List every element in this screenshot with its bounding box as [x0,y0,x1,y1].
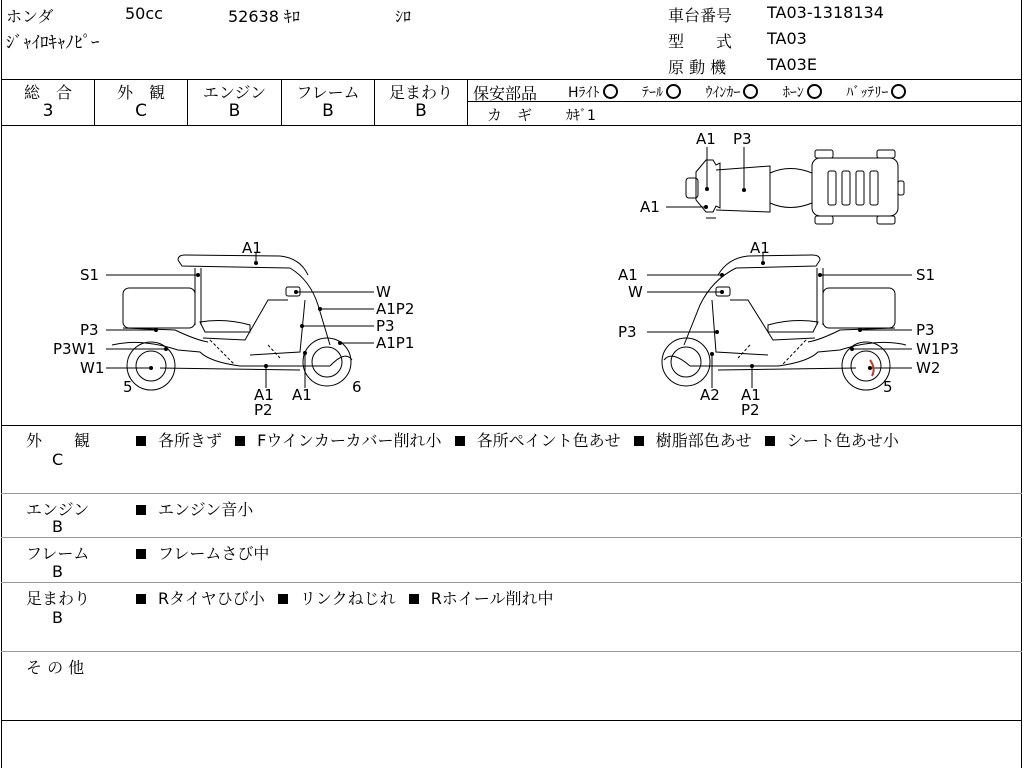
note-exterior-label: 外 観 [26,431,91,450]
safety-item-tail: ﾃｰﾙ [642,82,681,102]
note-engine-items: エンジン音小 [136,497,261,520]
bullet-square-icon [278,594,288,604]
note-engine-label: エンジン [26,500,90,519]
ok-circle-icon [666,84,681,99]
note-suspension-items: Rタイヤひび小 リンクねじれ Rホイール削れ中 [136,586,562,609]
key-value: ｶｷﾞ1 [566,108,596,124]
diagram-lines [106,147,912,390]
safety-items [568,82,914,102]
label-top-p3: P3 [733,130,752,148]
displacement: 50cc [125,4,163,23]
bullet-square-icon [136,505,146,515]
label-left-p2: P2 [254,401,273,419]
bullet-square-icon [455,436,465,446]
bullet-square-icon [136,549,146,559]
label-left-p3w1: P3W1 [53,340,96,358]
chassis-label: 車台番号 [668,6,733,25]
bullet-square-icon [634,436,644,446]
bullet-square-icon [136,594,146,604]
grade-total-value: 3 [42,101,54,121]
bullet-square-icon [765,436,775,446]
top-view-drawing [686,150,904,224]
note-frame-grade: B [52,562,63,581]
label-top-a1-left: A1 [640,198,660,216]
label-left-s1: S1 [80,266,100,284]
safety-item-horn: ﾎｰﾝ [783,82,822,102]
label-left-w: W [376,283,391,301]
engine-model-label: 原 動 機 [668,58,727,77]
label-top-a1: A1 [696,130,716,148]
grade-col-5 [467,79,468,125]
note-exterior-grade: C [52,450,64,469]
note-suspension-label: 足まわり [26,589,91,608]
ok-circle-icon [891,84,906,99]
label-right-5: 5 [883,378,893,396]
label-left-a1-bot2: A1 [292,386,312,404]
damage-markers [149,187,872,370]
maker: ホンダ [6,7,54,26]
label-right-p3-left: P3 [618,323,637,341]
mileage-value: 52638 [228,7,279,26]
safety-item-headlight: Hﾗｲﾄ [568,82,618,102]
label-right-a1: A1 [618,266,638,284]
engine-model-value: TA03E [767,55,817,74]
grade-total-label: 総 合 [23,83,72,102]
note-divider-2 [1,537,1022,538]
diagram-divider [1,425,1022,426]
grade-exterior-value: C [135,101,147,121]
label-left-p3-mid: P3 [376,317,395,335]
mileage-unit: ｷﾛ [284,7,301,26]
mileage [228,4,300,27]
label-left-a1p2: A1P2 [376,300,415,318]
label-left-a1-bot: A1 [254,386,274,404]
label-right-a2: A2 [700,386,720,404]
label-right-w1p3: W1P3 [916,340,959,358]
label-right-p2: P2 [741,401,760,419]
label-right-a1-bot: A1 [741,386,761,404]
note-engine-grade: B [52,517,63,536]
type-label: 型 式 [668,32,733,51]
label-left-a1p1: A1P1 [376,334,415,352]
ok-circle-icon [743,84,758,99]
safety-item-battery: ﾊﾞｯﾃﾘｰ [846,82,906,102]
key-label: カ ギ [487,106,533,124]
bullet-square-icon [235,436,245,446]
label-right-p3: P3 [916,321,935,339]
bullet-square-icon [136,436,146,446]
grade-frame-value: B [322,101,334,121]
model-name: ｼﾞｬｲﾛｷｬﾉﾋﾟｰ [6,33,100,53]
ok-circle-icon [807,84,822,99]
safety-label: 保安部品 [473,84,538,103]
label-left-p3: P3 [80,321,99,339]
note-divider-5 [1,720,1022,721]
note-frame-label: フレーム [26,544,90,563]
label-right-a1-roof: A1 [750,239,770,257]
note-frame-items: フレームさび中 [136,541,277,564]
label-left-a1-roof: A1 [242,239,262,257]
vehicle-diagram [0,126,1024,424]
note-divider-1 [1,493,1022,494]
type-value: TA03 [767,29,807,48]
note-divider-4 [1,651,1022,652]
note-other-label: そ の 他 [26,658,85,677]
ok-circle-icon [603,84,618,99]
label-left-5: 5 [123,378,133,396]
chassis-value: TA03-1318134 [767,3,884,22]
bullet-square-icon [409,594,419,604]
label-right-s1: S1 [916,266,936,284]
safety-item-winker: ｳｲﾝｶｰ [705,82,758,102]
grade-suspension-value: B [415,101,427,121]
grade-suspension-label: 足まわり [388,83,453,102]
grade-engine-value: B [228,101,241,121]
label-right-w2: W2 [916,359,941,377]
label-left-w1: W1 [80,359,105,377]
label-right-w: W [628,283,643,301]
grade-frame-label: フレーム [296,83,360,102]
grade-engine-label: エンジン [202,83,267,102]
body-color: ｼﾛ [395,7,412,26]
note-divider-3 [1,582,1022,583]
label-left-6: 6 [352,378,362,396]
grade-exterior-label: 外 観 [116,83,165,102]
note-exterior-items: 各所きず Fウインカーカバー削れ小 各所ペイント色あせ 樹脂部色あせ シート色あせ小 [136,428,899,451]
note-suspension-grade: B [52,608,63,627]
